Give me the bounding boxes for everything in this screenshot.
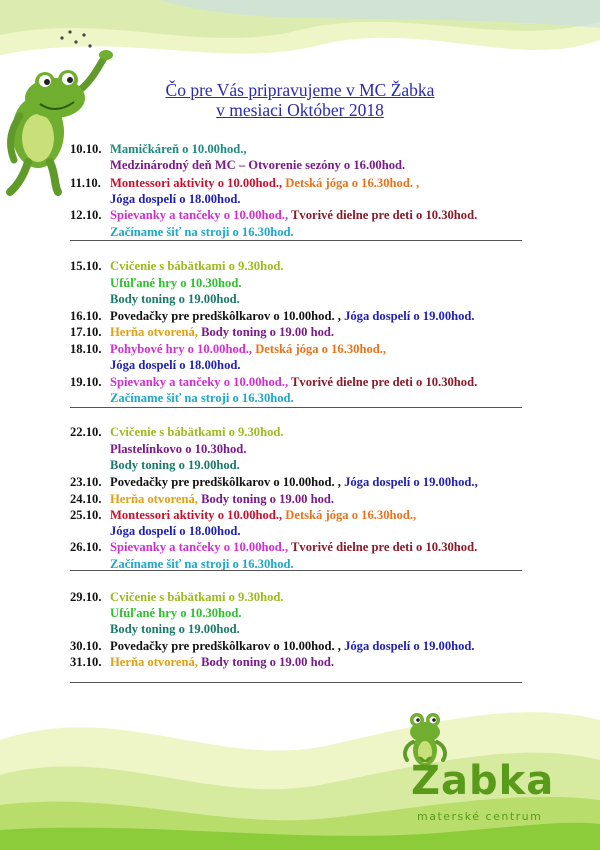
schedule-row bbox=[70, 324, 334, 340]
schedule-date: 12.10. bbox=[70, 208, 102, 222]
schedule-date: 30.10. bbox=[70, 639, 102, 653]
schedule-row bbox=[70, 605, 242, 621]
activity-text: Body toning o 19.00hod. bbox=[110, 622, 240, 636]
schedule-row bbox=[70, 523, 241, 539]
activity-text: Body toning o 19.00 hod. bbox=[197, 655, 335, 669]
activity-text: Tvorivé dielne pre deti o 10.30hod. bbox=[288, 540, 478, 554]
activity-text: Herňa otvorená, bbox=[110, 325, 198, 339]
activity-text: Cvičenie s bábätkami o 9.30hod. bbox=[110, 425, 284, 439]
page-title-line2: v mesiaci Október 2018 bbox=[216, 100, 384, 120]
schedule-row bbox=[70, 589, 284, 605]
schedule-date: 10.10. bbox=[70, 142, 102, 156]
schedule-row bbox=[70, 175, 419, 191]
activity-text: Začíname šiť na stroji o 16.30hod. bbox=[110, 557, 294, 571]
activity-text: Ufúľané hry o 10.30hod. bbox=[110, 606, 242, 620]
activity-text: Povedačky pre predškôlkarov o 10.00hod. , bbox=[110, 639, 341, 653]
activity-text: Jóga dospelí o 19.00hod. bbox=[340, 639, 475, 653]
activity-text: Mamičkáreň o 10.00hod., bbox=[110, 142, 247, 156]
activity-text: Medzinárodný deň MC – Otvorenie sezóny o 16.00hod. bbox=[110, 158, 406, 172]
schedule-row bbox=[70, 457, 240, 473]
activity-text: Body toning o 19.00hod. bbox=[110, 458, 240, 472]
logo-subtitle: materské centrum bbox=[417, 810, 543, 823]
schedule-date: 11.10. bbox=[70, 176, 101, 190]
schedule-date: 26.10. bbox=[70, 540, 102, 554]
schedule-date: 17.10. bbox=[70, 325, 102, 339]
activity-text: Plastelínkovo o 10.30hod. bbox=[110, 442, 247, 456]
activity-text: Body toning o 19.00 hod. bbox=[197, 492, 335, 506]
activity-text: Povedačky pre predškôlkarov o 10.00hod. , bbox=[110, 475, 341, 489]
activity-text: Jóga dospelí o 19.00hod., bbox=[340, 475, 478, 489]
schedule-row bbox=[70, 258, 284, 274]
activity-text: Jóga dospelí o 18.00hod. bbox=[110, 524, 241, 538]
activity-text: Ufúľané hry o 10.30hod. bbox=[110, 276, 242, 290]
divider bbox=[70, 570, 522, 571]
activity-text: Body toning o 19.00hod. bbox=[110, 292, 240, 306]
schedule-date: 29.10. bbox=[70, 590, 102, 604]
activity-text: Montessori aktivity o 10.00hod., bbox=[110, 176, 283, 190]
schedule-row bbox=[70, 275, 242, 291]
activity-text: Pohybové hry o 10.00hod., bbox=[110, 342, 253, 356]
schedule-row bbox=[70, 654, 334, 670]
schedule-row bbox=[70, 141, 247, 157]
activity-text: Montessori aktivity o 10.00hod., bbox=[110, 508, 283, 522]
schedule-date: 31.10. bbox=[70, 655, 102, 669]
schedule-row bbox=[70, 441, 246, 457]
schedule-row bbox=[70, 491, 334, 507]
activity-text: Spievanky a tančeky o 10.00hod., bbox=[110, 208, 289, 222]
activity-text: Cvičenie s bábätkami o 9.30hod. bbox=[110, 590, 284, 604]
activity-text: Jóga dospelí o 18.00hod. bbox=[110, 192, 241, 206]
activity-text: Tvorivé dielne pre deti o 10.30hod. bbox=[288, 375, 478, 389]
schedule-date: 22.10. bbox=[70, 425, 102, 439]
activity-text: Jóga dospelí o 19.00hod. bbox=[340, 309, 475, 323]
divider bbox=[70, 240, 522, 241]
schedule-row bbox=[70, 539, 477, 555]
schedule-row bbox=[70, 474, 478, 490]
schedule-row bbox=[70, 224, 294, 240]
schedule-date: 18.10. bbox=[70, 342, 102, 356]
activity-text: Spievanky a tančeky o 10.00hod., bbox=[110, 375, 289, 389]
activity-text: Spievanky a tančeky o 10.00hod., bbox=[110, 540, 289, 554]
schedule-row bbox=[70, 424, 284, 440]
schedule-date: 24.10. bbox=[70, 492, 102, 506]
schedule-date: 25.10. bbox=[70, 508, 102, 522]
schedule-row bbox=[70, 291, 240, 307]
divider bbox=[70, 682, 522, 683]
schedule-row bbox=[70, 621, 240, 637]
schedule-row bbox=[70, 390, 294, 406]
schedule-row bbox=[70, 507, 416, 523]
schedule-row bbox=[70, 191, 241, 207]
activity-text: Povedačky pre predškôlkarov o 10.00hod. , bbox=[110, 309, 341, 323]
divider bbox=[70, 407, 522, 408]
schedule-date: 19.10. bbox=[70, 375, 102, 389]
page-title-line1: Čo pre Vás pripravujeme v MC Žabka bbox=[165, 80, 435, 100]
schedule-row bbox=[70, 341, 386, 357]
zabka-logo bbox=[395, 710, 565, 840]
schedule-row bbox=[70, 357, 241, 373]
activity-text: Detská jóga o 16.30hod. , bbox=[282, 176, 420, 190]
activity-text: Začíname šiť na stroji o 16.30hod. bbox=[110, 391, 294, 405]
activity-text: Jóga dospelí o 18.00hod. bbox=[110, 358, 241, 372]
schedule-date: 15.10. bbox=[70, 259, 102, 273]
activity-text: Detská jóga o 16.30hod., bbox=[252, 342, 387, 356]
activity-text: Herňa otvorená, bbox=[110, 492, 198, 506]
activity-text: Herňa otvorená, bbox=[110, 655, 198, 669]
activity-text: Body toning o 19.00 hod. bbox=[197, 325, 335, 339]
activity-text: Tvorivé dielne pre deti o 10.30hod. bbox=[288, 208, 478, 222]
schedule-row bbox=[70, 374, 477, 390]
schedule-date: 16.10. bbox=[70, 309, 102, 323]
activity-text: Cvičenie s bábätkami o 9.30hod. bbox=[110, 259, 284, 273]
schedule-row bbox=[70, 157, 405, 173]
logo-name: Žabka bbox=[411, 758, 555, 804]
schedule-row bbox=[70, 207, 477, 223]
schedule-row bbox=[70, 638, 475, 654]
schedule-row bbox=[70, 308, 475, 324]
schedule-date: 23.10. bbox=[70, 475, 102, 489]
activity-text: Začíname šiť na stroji o 16.30hod. bbox=[110, 225, 294, 239]
activity-text: Detská jóga o 16.30hod., bbox=[282, 508, 417, 522]
